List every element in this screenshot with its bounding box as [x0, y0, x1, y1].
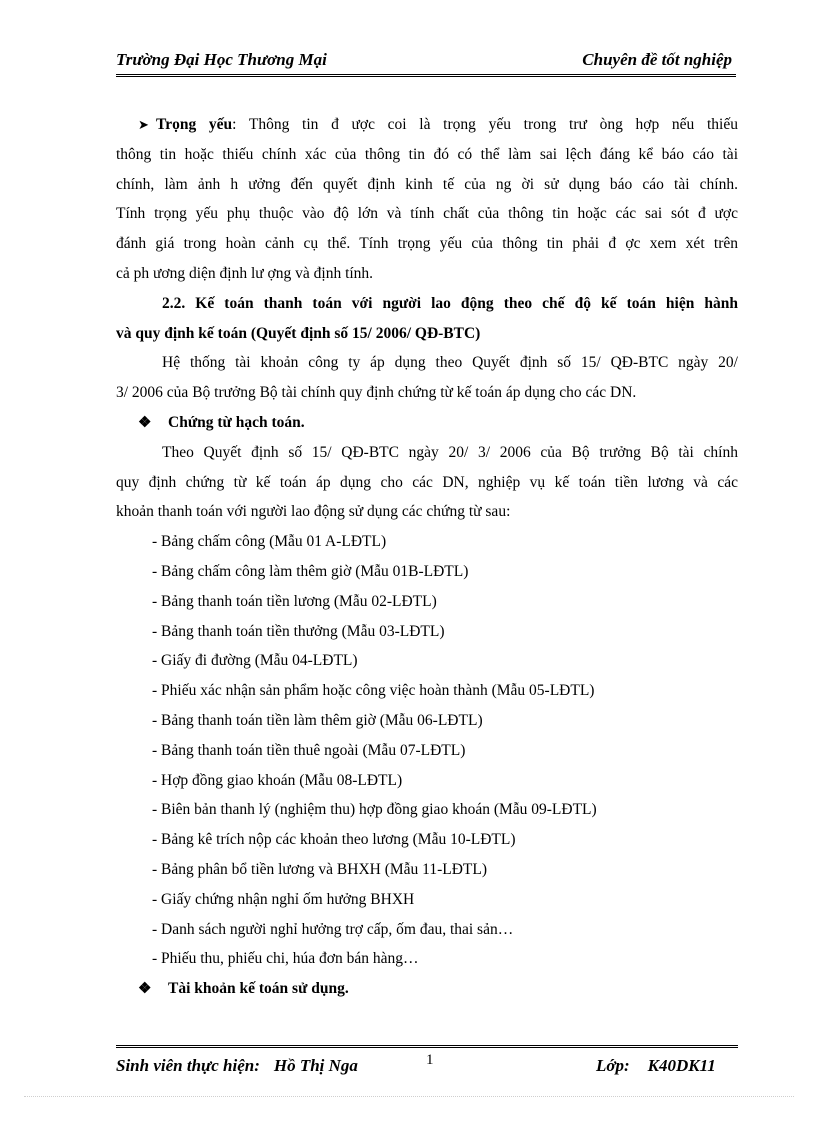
page-content — [116, 110, 738, 1004]
list-item: - Hợp đồng giao khoán (Mẫu 08-LĐTL) — [152, 771, 403, 789]
footer-student-name: Hồ Thị Nga — [273, 1056, 358, 1075]
footer-class-value: K40DK11 — [647, 1056, 716, 1075]
paragraph-text: thông tin hoặc thiếu chính xác của thông tin đó có thể làm sai lệch đáng kể báo cáo tài — [116, 145, 738, 163]
section-heading-2-2: 2.2. Kế toán thanh toán với người lao động theo chế độ kế toán hiện hành — [162, 294, 738, 312]
paragraph-text: cả ph ương diện định lư ợng và định tính. — [116, 264, 374, 282]
paragraph-text: khoản thanh toán với người lao động sử dụng các chứng từ sau: — [116, 503, 511, 521]
subsection-title: Chứng từ hạch toán. — [168, 413, 305, 431]
header-school-name: Trường Đại Học Thương Mại — [116, 50, 327, 69]
footer-class — [596, 1056, 716, 1076]
paragraph-text: 3/ 2006 của Bộ trưởng Bộ tài chính quy định chứng từ kế toán áp dụng cho các DN. — [116, 384, 637, 402]
page-bottom-divider — [24, 1096, 794, 1097]
subsection-tai-khoan — [116, 974, 738, 1004]
diamond-bullet-icon: ❖ — [138, 981, 152, 998]
paragraph-text: đánh giá trong hoàn cảnh cụ thể. Tính trọng yếu của thông tin phải đ ợc xem xét trên — [116, 235, 738, 253]
list-item: - Bảng chấm công (Mẫu 01 A-LĐTL) — [152, 533, 387, 551]
paragraph-text: chính, làm ảnh h ưởng đến quyết định kinh tế của ng ời sử dụng báo cáo tài chính. — [116, 175, 738, 193]
paragraph-text: Theo Quyết định số 15/ QĐ-BTC ngày 20/ 3/ 2006 của Bộ trưởng Bộ tài chính — [162, 443, 738, 461]
paragraph-text: quy định chứng từ kế toán áp dụng cho các DN, nghiệp vụ kế toán tiền lương và các — [116, 473, 738, 491]
list-item: - Phiếu xác nhận sản phẩm hoặc công việc hoàn thành (Mẫu 05-LĐTL) — [152, 682, 595, 700]
footer-student — [116, 1056, 358, 1076]
list-item: - Bảng chấm công làm thêm giờ (Mẫu 01B-LĐTL) — [152, 562, 469, 580]
subsection-chung-tu — [116, 408, 738, 438]
subsection-title: Tài khoản kế toán sử dụng. — [168, 980, 349, 998]
page-number: 1 — [426, 1052, 434, 1068]
page-footer — [116, 1045, 738, 1082]
arrow-bullet-icon: ➤ — [138, 117, 149, 132]
diamond-bullet-icon: ❖ — [138, 414, 152, 431]
paragraph-text: : Thông tin đ ược coi là trọng yếu trong trư òng hợp nếu thiếu — [232, 116, 738, 133]
list-item: - Biên bản thanh lý (nghiệm thu) hợp đồng giao khoán (Mẫu 09-LĐTL) — [152, 801, 597, 819]
page-header — [116, 48, 736, 77]
list-item: - Bảng thanh toán tiền thuê ngoài (Mẫu 07-LĐTL) — [152, 741, 466, 759]
list-item: - Danh sách người nghỉ hưởng trợ cấp, ốm đau, thai sản… — [152, 920, 514, 938]
list-item: - Bảng kê trích nộp các khoản theo lương (Mẫu 10-LĐTL) — [152, 831, 516, 849]
list-item: - Giấy chứng nhận nghỉ ốm hưởng BHXH — [152, 890, 415, 908]
paragraph-text: Tính trọng yếu phụ thuộc vào độ lớn và tính chất của thông tin hoặc các sai sót đ ược — [116, 205, 738, 223]
list-item: - Bảng thanh toán tiền thưởng (Mẫu 03-LĐTL) — [152, 622, 445, 640]
footer-class-label: Lớp: — [596, 1056, 630, 1075]
term-trong-yeu: Trọng yếu — [156, 116, 233, 133]
list-item: - Bảng phân bổ tiền lương và BHXH (Mẫu 11-LĐTL) — [152, 860, 487, 878]
list-item: - Phiếu thu, phiếu chi, húa đơn bán hàng… — [152, 950, 419, 968]
list-item: - Bảng thanh toán tiền làm thêm giờ (Mẫu 06-LĐTL) — [152, 711, 483, 729]
footer-student-label: Sinh viên thực hiện: — [116, 1056, 260, 1075]
section-heading-2-2-cont: và quy định kế toán (Quyết định số 15/ 2006/ QĐ-BTC) — [116, 324, 481, 342]
paragraph-trong-yeu-line-1 — [116, 110, 738, 140]
paragraph-text: Hệ thống tài khoản công ty áp dụng theo Quyết định số 15/ QĐ-BTC ngày 20/ — [162, 354, 738, 372]
list-item: - Bảng thanh toán tiền lương (Mẫu 02-LĐTL) — [152, 592, 437, 610]
header-report-type: Chuyên đề tốt nghiệp — [582, 50, 732, 69]
list-item: - Giấy đi đường (Mẫu 04-LĐTL) — [152, 652, 358, 670]
